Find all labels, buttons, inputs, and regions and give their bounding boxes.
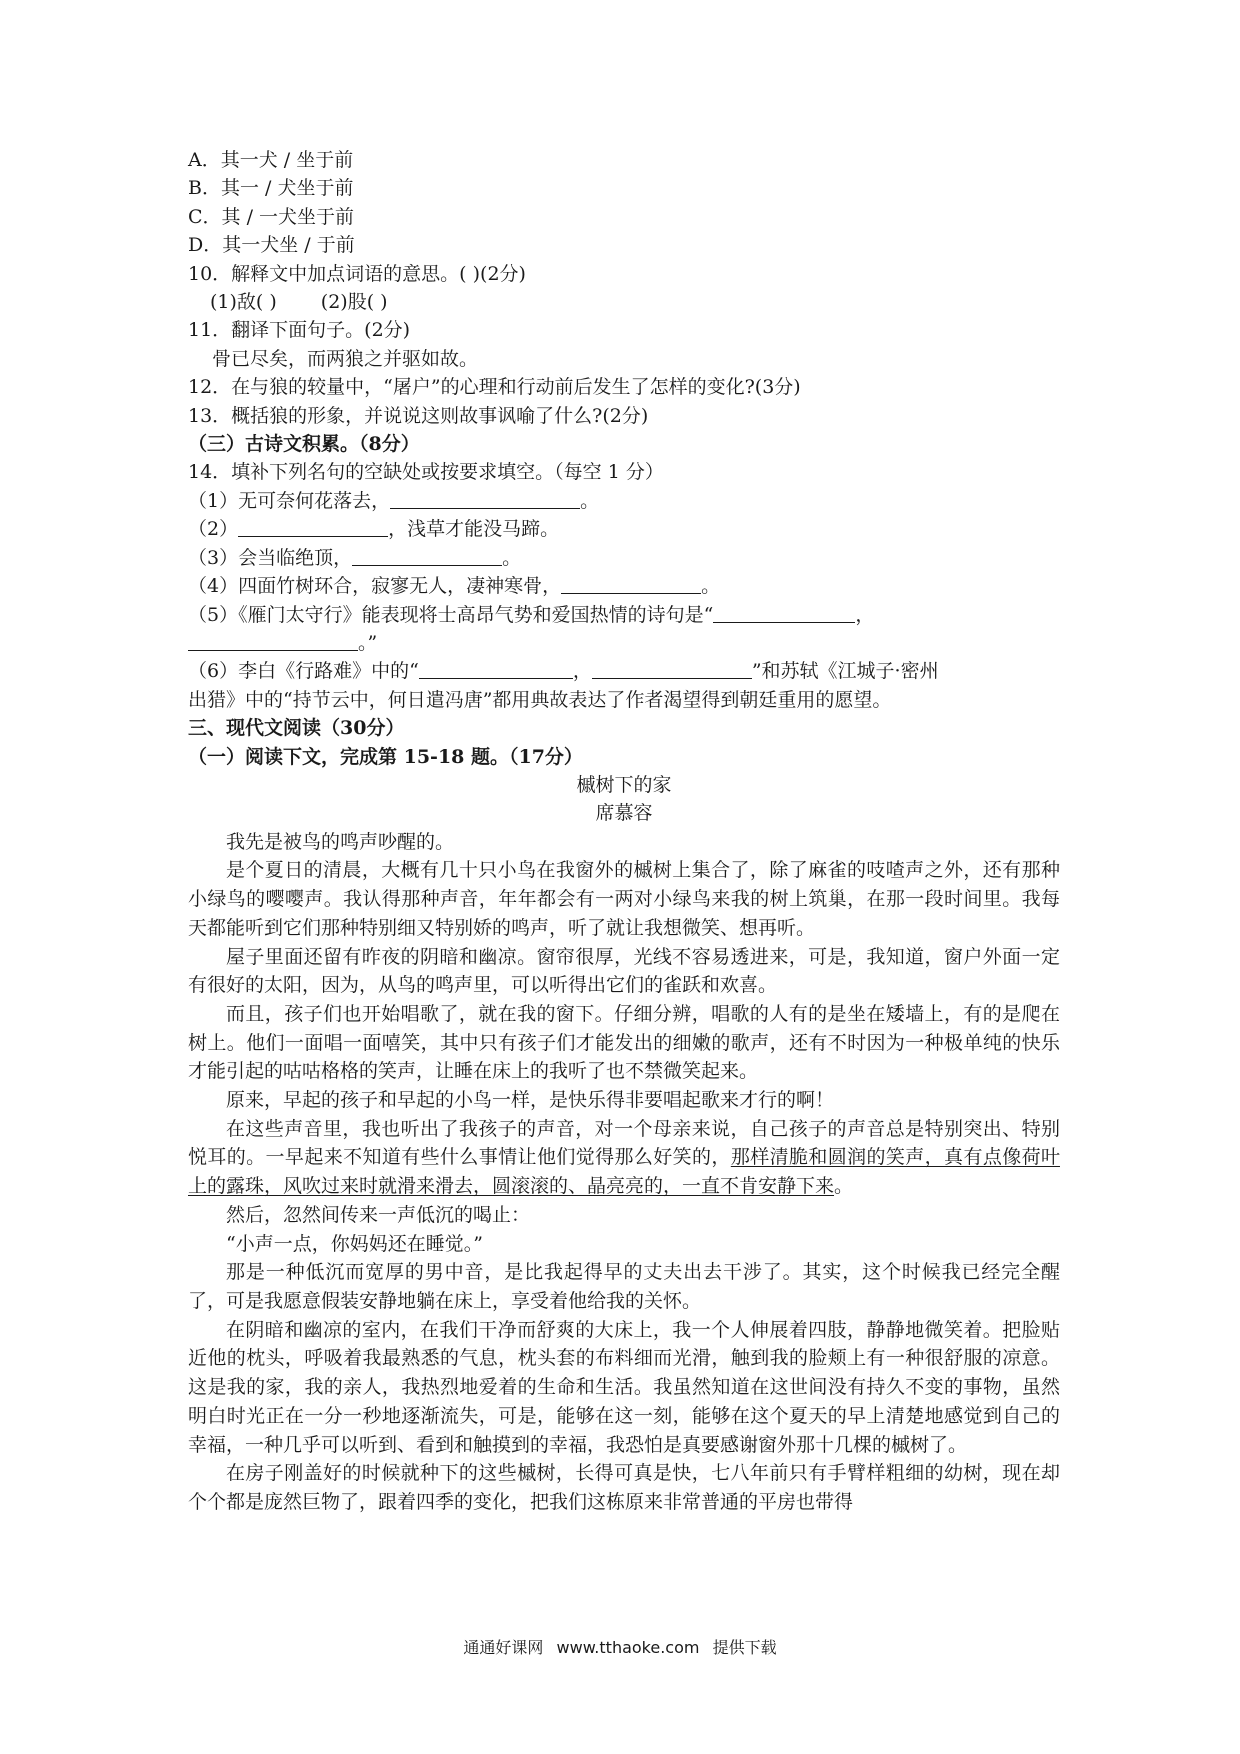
q14-line-5-cont xyxy=(188,629,1060,657)
blank-2[interactable] xyxy=(238,518,388,537)
article-paragraph: 我先是被鸟的鸣声吵醒的。 xyxy=(226,830,455,853)
q14-l4-text: （4）四面竹树环合，寂寥无人，凄神寒骨， xyxy=(188,575,562,598)
section-3-heading: 三、现代文阅读（30分） xyxy=(188,717,405,740)
article-paragraph: 在阴暗和幽凉的室内，在我们干净而舒爽的大床上，我一个人伸展着四肢，静静地微笑着。把脸贴近他的枕头，呼吸着我最熟悉的气息，枕头套的布料细而光滑，触到我的脸颊上有一种很舒服的凉意。这是我的家，我的亲人，我热烈地爱着的生命和生活。我虽然知道在这世间没有持久不变的事物，虽然明白时光正在一分一秒地逐渐流失，可是，能够在这一刻，能够在这个夏天的早上清楚地感觉到自己的幸福，一种几乎可以听到、看到和触摸到的幸福，我恐怕是真要感谢窗外那十几棵的槭树了。 xyxy=(188,1318,1060,1456)
q14-line-1 xyxy=(188,487,1060,515)
article-paragraph: “小声一点，你妈妈还在睡觉。” xyxy=(226,1232,483,1255)
article-paragraph: 那是一种低沉而宽厚的男中音，是比我起得早的丈夫出去干涉了。其实，这个时候我已经完全醒了，可是我愿意假装安静地躺在床上，享受着他给我的关怀。 xyxy=(188,1261,1060,1312)
question-11-sentence: 骨已尽矣，而两狼之并驱如故。 xyxy=(212,347,479,370)
exam-page xyxy=(188,146,1060,1517)
q14-line-6-cont: 出猎》中的“持节云中，何日遣冯唐”都用典故表达了作者渴望得到朝廷重用的愿望。 xyxy=(188,688,892,711)
footer-url[interactable]: www.tthaoke.com xyxy=(556,1638,700,1657)
q14-l1-text: （1）无可奈何花落去， xyxy=(188,489,391,512)
blank-3[interactable] xyxy=(352,547,502,566)
option-b: B．其一 / 犬坐于前 xyxy=(188,177,354,200)
article-author: 席慕容 xyxy=(595,802,653,825)
underlined-sentence: 那样清脆和圆润的笑声，真有点像荷叶上的露珠，风吹过来时就滑来滑去，圆滚滚的、晶亮亮的，一直不肯安静下来 xyxy=(188,1146,1060,1198)
q14-line-2 xyxy=(188,515,1060,543)
article-paragraph: 原来，早起的孩子和早起的小鸟一样，是快乐得非要唱起歌来才行的啊！ xyxy=(226,1089,835,1112)
p6-text: 在这些声音里，我也听出了我孩子的声音，对一个母亲来说，自己孩子的声音总是特别突出、特别悦耳的。一早起来不知道有些什么事情让他们觉得那么好笑的， xyxy=(188,1117,1060,1169)
q14-l6-text: （6）李白《行路难》中的“ xyxy=(188,660,419,683)
article-paragraph: 在房子刚盖好的时候就种下的这些槭树，长得可真是快，七八年前只有手臂样粗细的幼树，现在却个个都是庞然巨物了，跟着四季的变化，把我们这栋原来非常普通的平房也带得 xyxy=(188,1462,1060,1513)
q14-line-4 xyxy=(188,572,1060,600)
article-paragraph: 是个夏日的清晨，大概有几十只小鸟在我窗外的槭树上集合了，除了麻雀的吱喳声之外，还有那种小绿鸟的嘤嘤声。我认得那种声音，年年都会有一两对小绿鸟来我的树上筑巢，在那一段时间里。我每天都能听到它们那种特别细又特别娇的鸣声，听了就让我想微笑、想再听。 xyxy=(188,859,1060,939)
q14-l4-end: 。 xyxy=(701,575,721,598)
section-3-subheading: （一）阅读下文，完成第 15-18 题。（17分） xyxy=(188,745,583,768)
footer-note: 提供下载 xyxy=(712,1638,777,1657)
q14-l1-end: 。 xyxy=(580,489,600,512)
q14-l3-end: 。 xyxy=(502,546,522,569)
q14-line-5 xyxy=(188,601,1060,629)
p6-end: 。 xyxy=(834,1175,854,1198)
blank-4[interactable] xyxy=(561,575,701,594)
q14-l5-text: （5）《雁门太守行》能表现将士高昂气势和爱国热情的诗句是“ xyxy=(188,603,714,626)
footer-site: 通通好课网 xyxy=(463,1638,544,1657)
q14-l5-comma: ， xyxy=(855,603,875,626)
question-14: 14．填补下列名句的空缺处或按要求填空。（每空 1 分） xyxy=(188,461,664,484)
article-paragraph: 然后，忽然间传来一声低沉的喝止： xyxy=(226,1203,531,1226)
question-10-items xyxy=(188,288,1060,316)
q14-l2-end: ，浅草才能没马蹄。 xyxy=(388,518,560,541)
blank-7[interactable] xyxy=(419,660,573,679)
blank-6[interactable] xyxy=(188,632,358,651)
q14-l6-comma: ， xyxy=(572,660,592,683)
blank-8[interactable] xyxy=(592,660,752,679)
option-c: C．其 / 一犬坐于前 xyxy=(188,205,355,228)
q10-item-2: (2)股( ) xyxy=(320,291,388,314)
q14-line-6 xyxy=(188,657,1060,685)
question-13: 13．概括狼的形象，并说说这则故事讽喻了什么?(2分) xyxy=(188,404,649,427)
q10-item-1: (1)敌( ) xyxy=(210,291,277,314)
q14-line-3 xyxy=(188,544,1060,572)
q14-l6-mid: ”和苏轼《江城子·密州 xyxy=(751,660,939,683)
q14-l3-text: （3）会当临绝顶， xyxy=(188,546,353,569)
article-paragraph: 屋子里面还留有昨夜的阴暗和幽凉。窗帘很厚，光线不容易透进来，可是，我知道，窗户外面一定有很好的太阳，因为，从鸟的鸣声里，可以听得出它们的雀跃和欢喜。 xyxy=(188,945,1060,997)
option-d: D．其一犬坐 / 于前 xyxy=(188,234,355,257)
q14-l2-text: （2） xyxy=(188,518,239,541)
article-paragraph: 而且，孩子们也开始唱歌了，就在我的窗下。仔细分辨，唱歌的人有的是坐在矮墙上，有的是爬在树上。他们一面唱一面嘻笑，其中只有孩子们才能发出的细嫩的歌声，还有不时因为一种极单纯的快乐才能引起的咕咕格格的笑声，让睡在床上的我听了也不禁微笑起来。 xyxy=(188,1002,1060,1083)
blank-5[interactable] xyxy=(713,604,855,623)
q14-l5-end: 。” xyxy=(358,631,378,654)
article-paragraph-underlined xyxy=(188,1115,1060,1201)
option-a: A．其一犬 / 坐于前 xyxy=(188,149,354,171)
article-title: 槭树下的家 xyxy=(576,773,672,796)
question-11: 11．翻译下面句子。(2分) xyxy=(188,319,411,342)
blank-1[interactable] xyxy=(390,490,580,509)
question-12: 12．在与狼的较量中，“屠户”的心理和行动前后发生了怎样的变化?(3分) xyxy=(188,376,801,399)
page-footer xyxy=(0,1635,1240,1658)
section-poem-heading: （三）古诗文积累。（8分） xyxy=(188,433,420,456)
question-10: 10．解释文中加点词语的意思。( )(2分) xyxy=(188,262,526,285)
